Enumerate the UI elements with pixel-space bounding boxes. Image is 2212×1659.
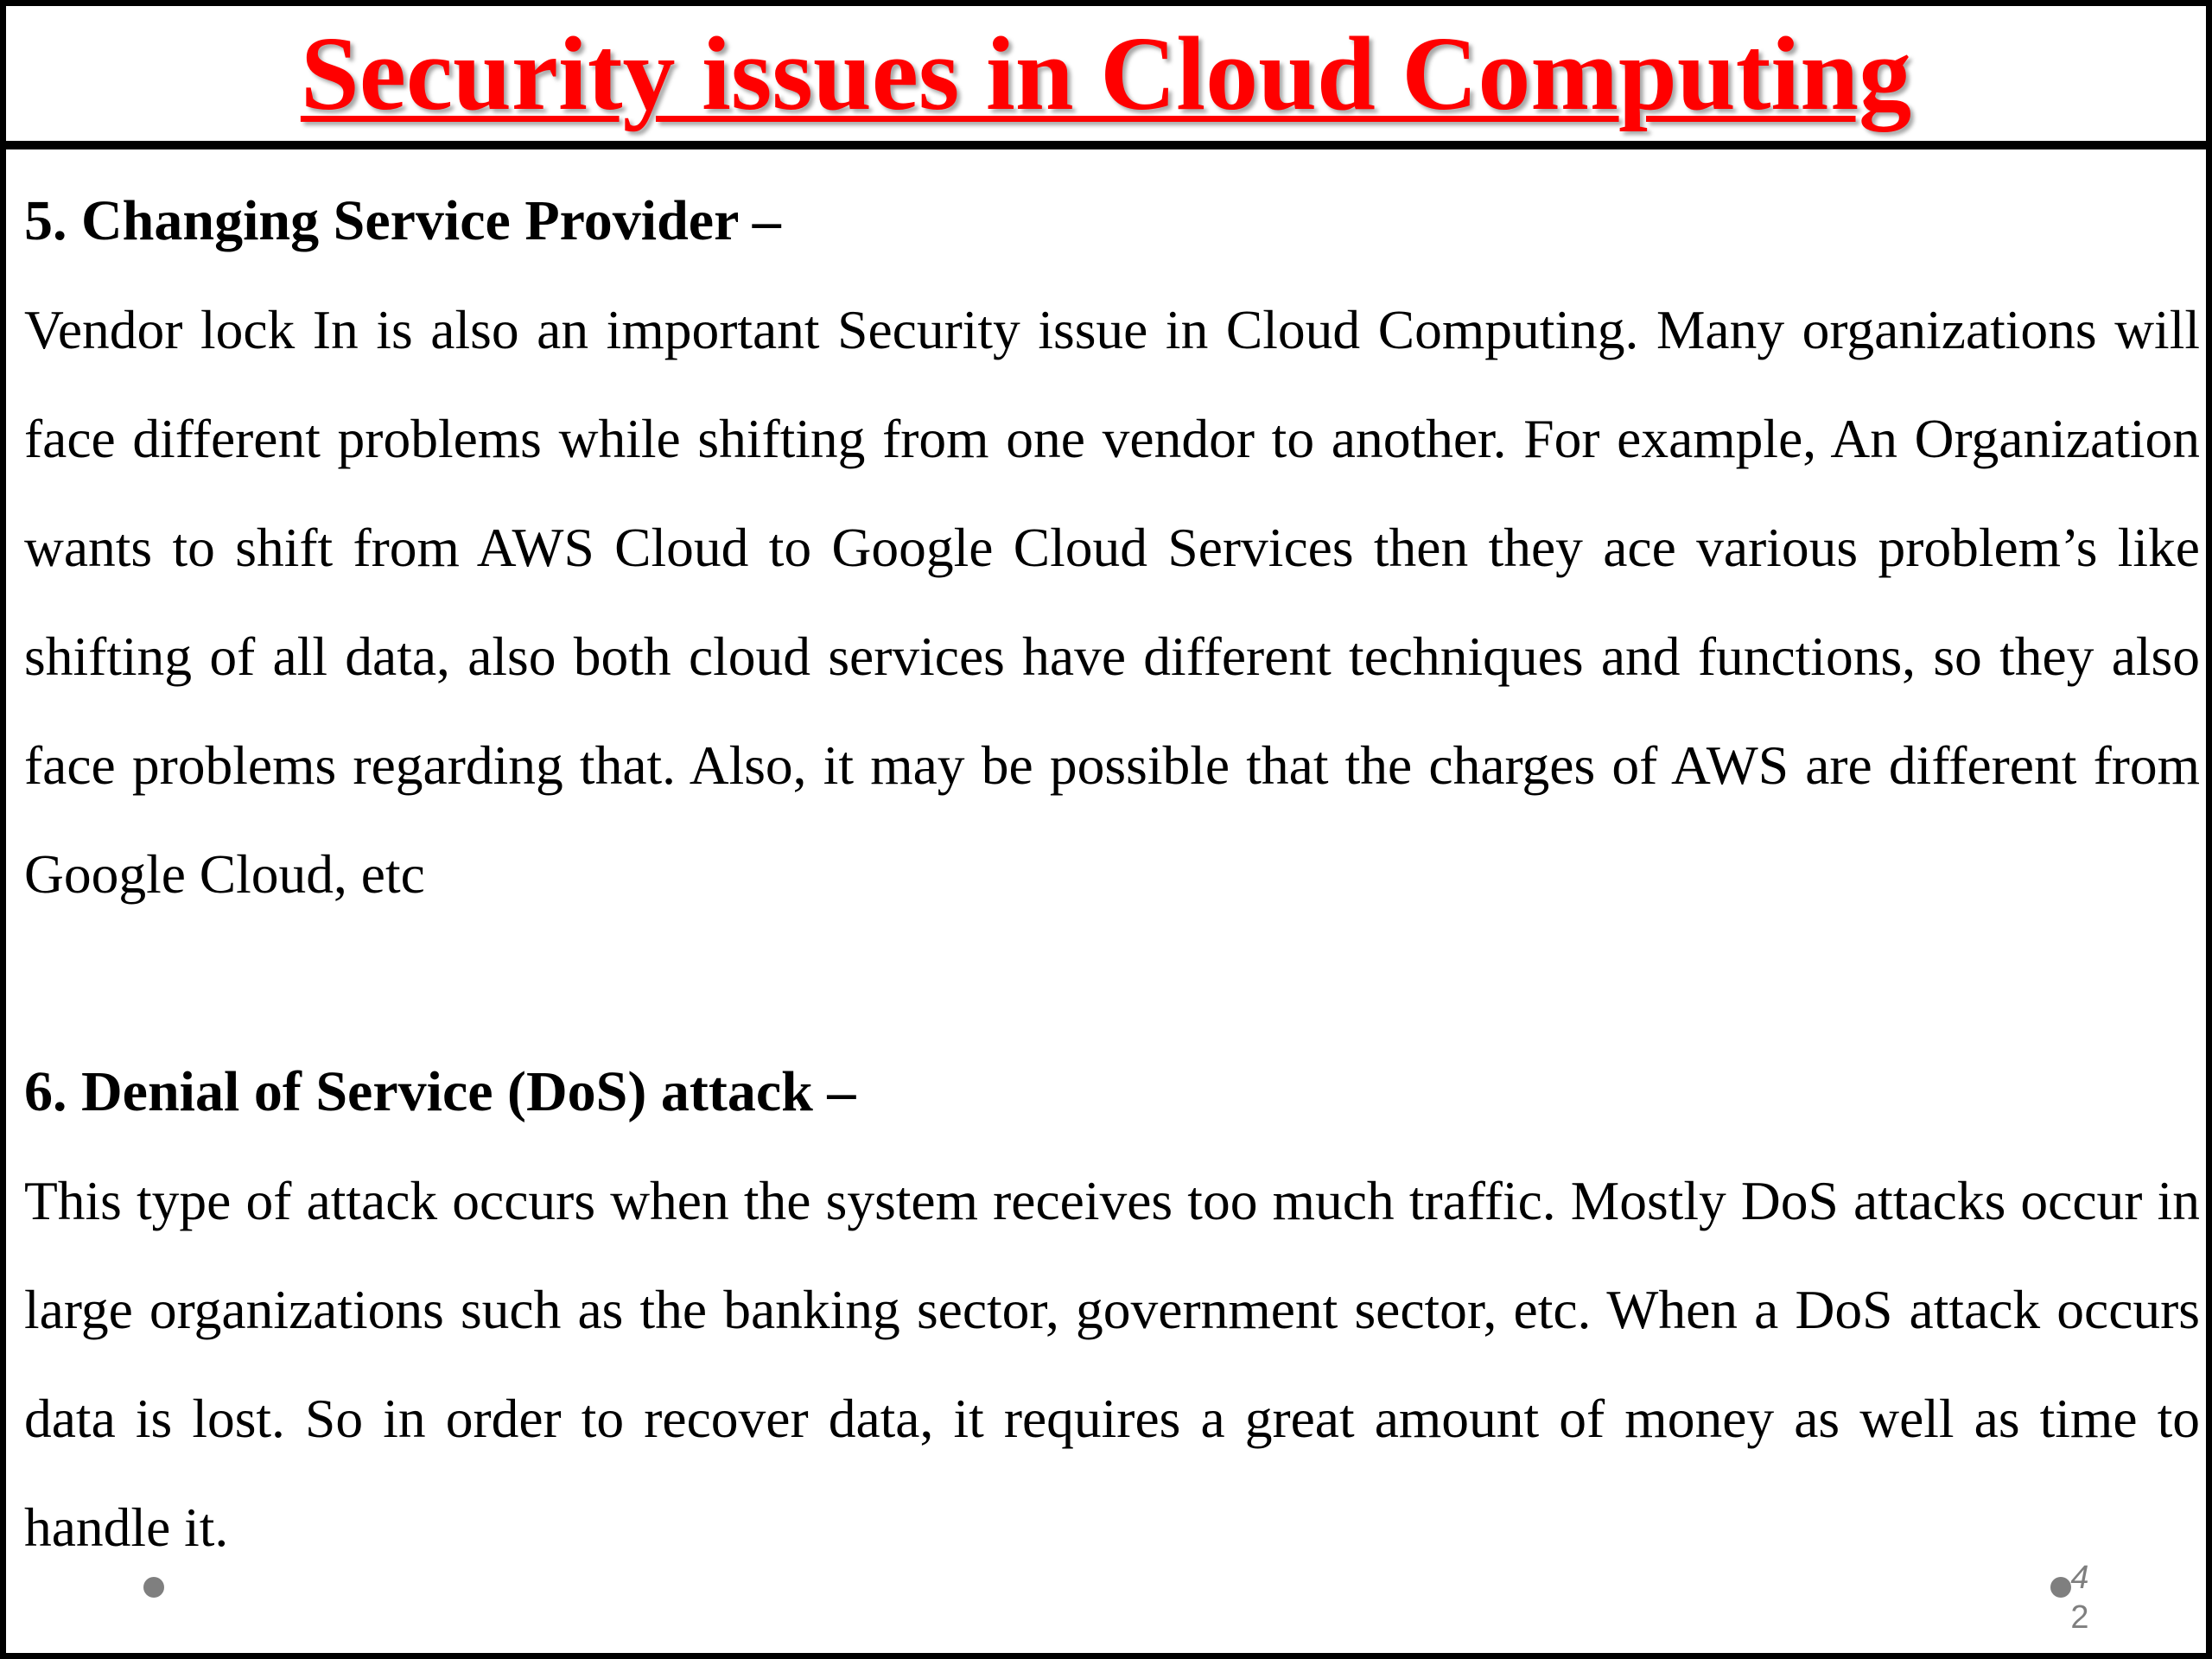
slide-number-bottom: 2 xyxy=(2070,1599,2089,1636)
section-heading-denial-of-service: 6. Denial of Service (DoS) attack – xyxy=(24,1060,856,1123)
section-body-denial-of-service: This type of attack occurs when the system receives too much traffic. Mostly DoS attacks occur in large organizations such as the banking sector, government sector, etc. When a DoS attack occurs data is lost. So in order to recover data, it requires a great amount of money as well as time to handle it. xyxy=(24,1170,2200,1558)
section-heading-changing-service-provider: 5. Changing Service Provider – xyxy=(24,189,781,252)
slide-title: Security issues in Cloud Computing xyxy=(300,16,1912,132)
slide-number xyxy=(2063,1558,2097,1637)
title-bar xyxy=(6,6,2206,141)
slide-content xyxy=(24,167,2200,1582)
section-spacer xyxy=(24,929,2200,1038)
section-body-changing-service-provider: Vendor lock In is also an important Security issue in Cloud Computing. Many organizations will face different problems while shifting from one vendor to another. For example, An Organization wants to shift from AWS Cloud to Google Cloud Services then they ace various problem’s like shifting of all data, also both cloud services have different techniques and functions, so they also face problems regarding that. Also, it may be possible that the charges of AWS are different from Google Cloud, etc xyxy=(24,299,2200,905)
slide-number-top: 4 xyxy=(2070,1560,2089,1596)
title-divider xyxy=(6,141,2206,149)
footer-dot-left xyxy=(143,1577,164,1598)
